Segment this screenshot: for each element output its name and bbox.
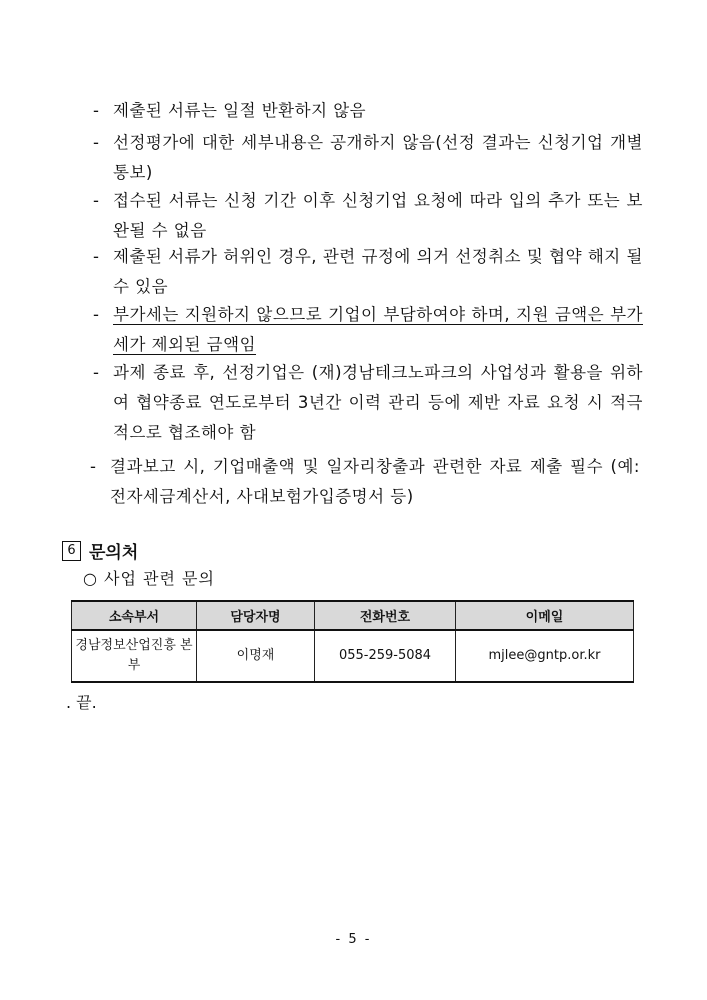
note-item [93,96,643,126]
page-number: - 5 - [335,932,372,947]
section-subtitle: ○ 사업 관련 문의 [83,569,215,588]
column-header: 담당자명 [197,601,315,630]
bullet-dash: - [93,247,100,266]
note-text: 제출된 서류가 허위인 경우, 관련 규정에 의거 선정취소 및 협약 해지 될 수 있음 [113,247,643,296]
note-text: 제출된 서류는 일절 반환하지 않음 [113,101,367,120]
note-item [93,186,643,246]
bullet-dash: - [93,305,100,324]
bullet-dash: - [93,133,100,152]
phone-cell: 055-259-5084 [315,630,456,682]
note-item-vat [93,300,643,360]
note-text: 결과보고 시, 기업매출액 및 일자리창출과 관련한 자료 제출 필수 (예: 전자세금계산서, 사대보험가입증명서 등) [110,457,640,506]
note-item [90,452,640,512]
bullet-dash: - [90,457,97,476]
note-text-underlined: 부가세는 지원하지 않으므로 기업이 부담하여야 하며, 지원 금액은 부가세가 제외된 금액임 [113,305,643,354]
section-title: 문의처 [89,543,139,563]
table-row [72,630,634,682]
bullet-dash: - [93,363,100,382]
column-header: 이메일 [456,601,634,630]
column-header: 전화번호 [315,601,456,630]
bullet-dash: - [93,101,100,120]
column-header: 소속부서 [72,601,197,630]
note-text: 선정평가에 대한 세부내용은 공개하지 않음(선정 결과는 신청기업 개별 통보) [113,133,643,182]
bullet-dash: - [93,191,100,210]
end-mark: . 끝. [66,693,97,712]
note-text: 접수된 서류는 신청 기간 이후 신청기업 요청에 따라 입의 추가 또는 보완될 수 없음 [113,191,643,240]
table-header-row [72,601,634,630]
note-item [93,358,643,448]
note-item [93,128,643,188]
note-item [93,242,643,302]
note-text: 과제 종료 후, 선정기업은 (재)경남테크노파크의 사업성과 활용을 위하여 협약종료 연도로부터 3년간 이력 관리 등에 제반 자료 요청 시 적극적으로 협조해야 함 [113,363,643,442]
department-cell: 경남정보산업진흥 본부 [72,630,197,682]
email-cell: mjlee@gntp.or.kr [456,630,634,682]
contact-table [71,600,634,683]
section-heading [62,538,138,563]
contact-name-cell: 이명재 [197,630,315,682]
section-number-box: 6 [62,541,81,561]
